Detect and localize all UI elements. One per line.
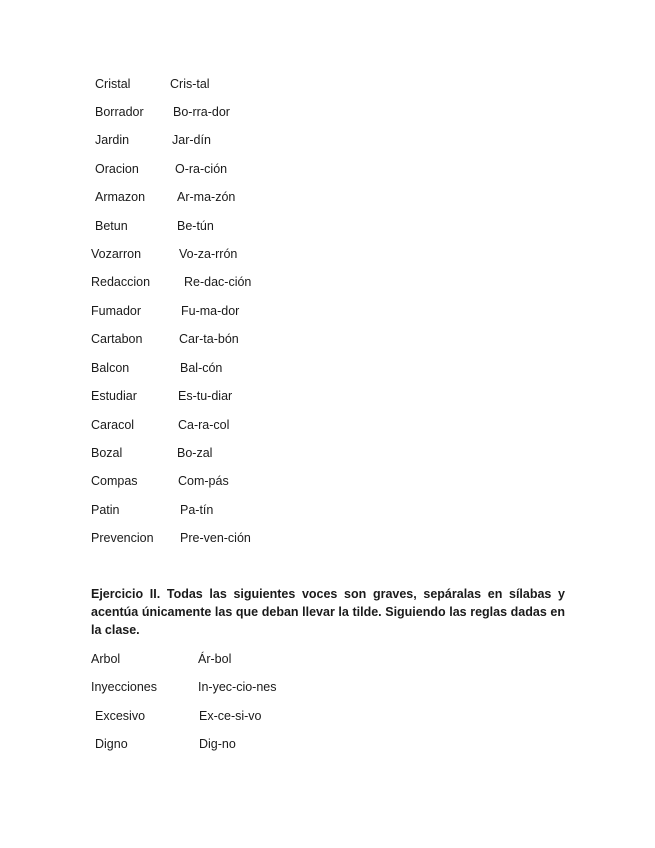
word: Betun — [95, 219, 128, 233]
syllables: Bo-rra-dor — [173, 105, 230, 119]
word: Jardin — [95, 133, 130, 147]
syllables: Fu-ma-dor — [181, 304, 240, 318]
word: Inyecciones — [91, 680, 158, 694]
word: Fumador — [91, 304, 142, 318]
syllables: Re-dac-ción — [184, 275, 252, 289]
syllables: Car-ta-bón — [179, 332, 239, 346]
syllables: Bo-zal — [177, 446, 213, 460]
word: Cartabon — [91, 332, 143, 346]
exercise2-instruction: Ejercicio II. Todas las siguientes voces son graves, sepáralas en sílabas y acentúa únicamente las que deban llevar la tilde. Siguiendo las reglas dadas en la clase. — [91, 587, 565, 637]
syllables: Com-pás — [178, 474, 229, 488]
word: Prevencion — [91, 531, 154, 545]
syllables: Pa-tín — [180, 503, 214, 517]
word: Patin — [91, 503, 120, 517]
syllables: In-yec-cio-nes — [198, 680, 277, 694]
word: Compas — [91, 474, 138, 488]
syllables: Es-tu-diar — [178, 389, 233, 403]
syllables: Ar-ma-zón — [177, 190, 236, 204]
word: Bozal — [91, 446, 123, 460]
word: Oracion — [95, 162, 139, 176]
syllables: Ár-bol — [198, 652, 232, 666]
word: Borrador — [95, 105, 144, 119]
word: Caracol — [91, 418, 135, 432]
word: Arbol — [91, 652, 121, 666]
syllables: Bal-cón — [180, 361, 223, 375]
word: Estudiar — [91, 389, 137, 403]
word: Vozarron — [91, 247, 142, 261]
syllables: Jar-dín — [172, 133, 211, 147]
syllables: Ca-ra-col — [178, 418, 230, 432]
word: Digno — [95, 737, 128, 751]
syllables: Pre-ven-ción — [180, 531, 251, 545]
syllables: O-ra-ción — [175, 162, 228, 176]
syllables: Cris-tal — [170, 77, 210, 91]
word: Redaccion — [91, 275, 151, 289]
syllables: Ex-ce-si-vo — [199, 709, 262, 723]
syllables: Dig-no — [199, 737, 236, 751]
word: Excesivo — [95, 709, 146, 723]
word: Cristal — [95, 77, 131, 91]
syllables: Vo-za-rrón — [179, 247, 238, 261]
syllables: Be-tún — [177, 219, 214, 233]
word: Armazon — [95, 190, 146, 204]
word: Balcon — [91, 361, 130, 375]
